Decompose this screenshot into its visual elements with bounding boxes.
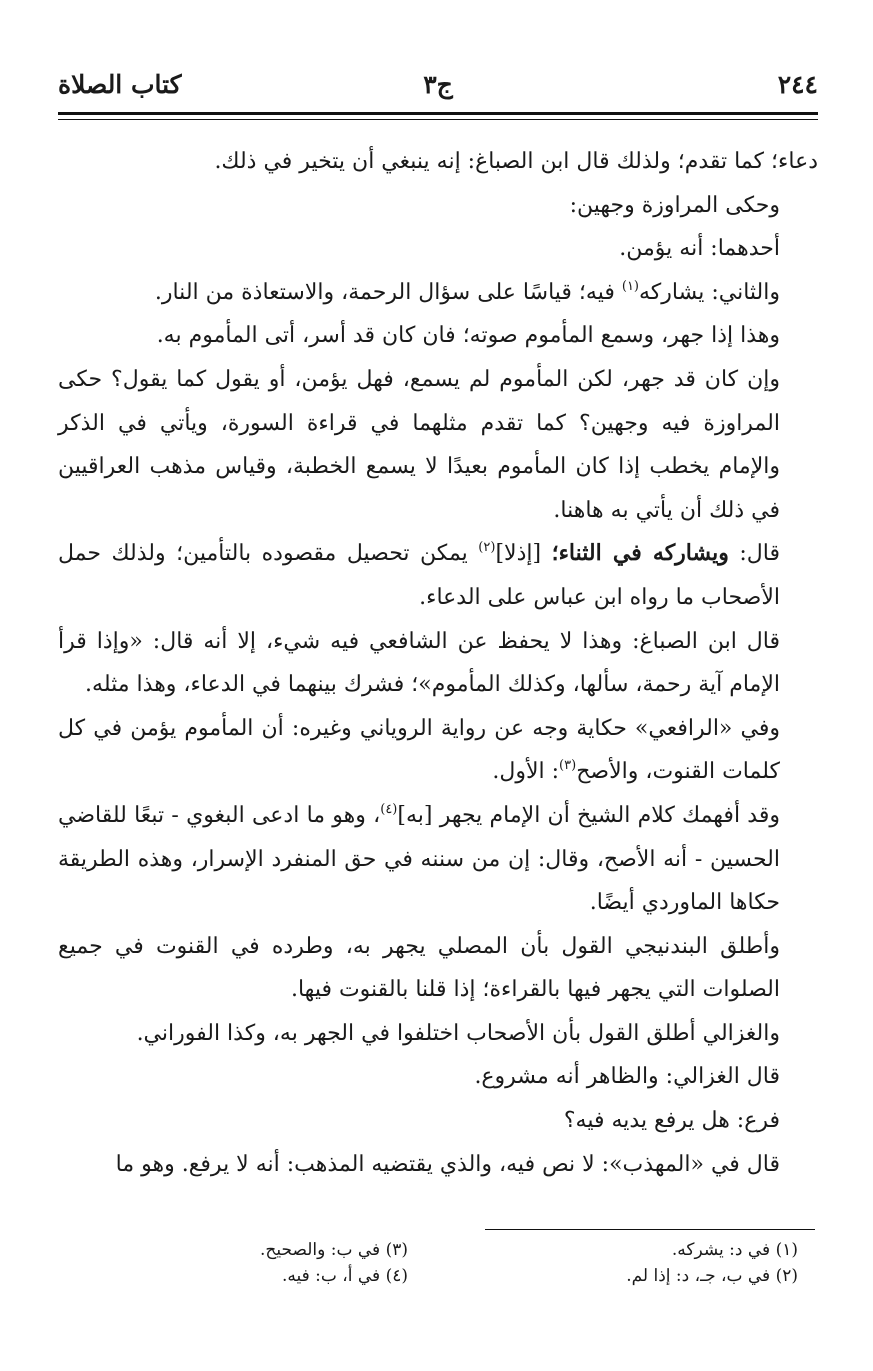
paragraph — [58, 271, 818, 315]
page-number: ٢٤٤ — [777, 70, 818, 99]
paragraph: وأطلق البندنيجي القول بأن المصلي يجهر به، وطرده في القنوت في جميع الصلوات التي يجهر فيها بالقراءة؛ إذا قلنا بالقنوت فيها. — [58, 933, 780, 1003]
text-run: قال: — [728, 541, 781, 567]
footnote-ref-4: (٤) — [380, 801, 398, 817]
footnotes — [58, 1238, 798, 1288]
paragraph: وإن كان قد جهر، لكن المأموم لم يسمع، فهل يؤمن، أو يقول كما يقول؟ حكى المراوزة فيه وجهين؟ كما تقدم مثلهما في قراءة السورة، ويأتي في الذكر والإمام يخطب إذا كان المأموم بعيدًا لا يسمع الخطبة، وقياس مذهب العراقيين في ذلك أن يأتي به هاهنا. — [58, 366, 780, 523]
text-run: ، وهو ما ادعى البغوي - تبعًا للقاضي الحسين - أنه الأصح، وقال: إن من سننه في حق المنفرد الإسرار، وهذه الطريقة حكاها الماوردي أيضًا. — [58, 802, 780, 916]
footnote-ref-1: (١) — [621, 278, 639, 294]
paragraph — [58, 532, 818, 619]
footnote-1: (١) في د: يشركه. — [671, 1240, 798, 1260]
header-rule — [58, 112, 818, 115]
text-run: [إذلا] — [495, 541, 552, 567]
paragraph: والغزالي أطلق القول بأن الأصحاب اختلفوا في الجهر به، وكذا الفوراني. — [136, 1020, 780, 1046]
paragraph-continuation: دعاء؛ كما تقدم؛ ولذلك قال ابن الصباغ: إنه ينبغي أن يتخير في ذلك. — [214, 149, 818, 174]
paragraph: قال في «المهذب»: لا نص فيه، والذي يقتضيه المذهب: أنه لا يرفع. وهو ما — [115, 1151, 780, 1177]
paragraph: قال الغزالي: والظاهر أنه مشروع. — [474, 1064, 780, 1090]
text-run: : الأول. — [492, 759, 560, 785]
footnote-ref-2: (٢) — [478, 540, 496, 556]
text-run: وفي «الرافعي» حكاية وجه عن رواية الروياني وغيره: أن المأموم يؤمن في كل كلمات القنوت، والأصح — [58, 715, 780, 785]
footnote-4: (٤) في أ، ب: فيه. — [281, 1266, 408, 1286]
subsection-heading: فرع: هل يرفع يديه فيه؟ — [563, 1108, 780, 1134]
footnote-2: (٢) في ب، جـ، د: إذا لم. — [626, 1266, 798, 1286]
header-rule-thin — [58, 119, 818, 120]
running-header — [58, 70, 818, 110]
text-run: وقد أفهمك كلام الشيخ أن الإمام يجهر [به] — [397, 802, 780, 828]
paragraph: وحكى المراوزة وجهين: — [569, 192, 780, 218]
volume-label: ج٣ — [423, 70, 453, 99]
footnote-separator — [485, 1229, 815, 1230]
main-text — [58, 140, 818, 1186]
paragraph — [58, 794, 818, 925]
footnote-3: (٣) في ب: والصحيح. — [260, 1240, 408, 1260]
text-run: فيه؛ قياسًا على سؤال الرحمة، والاستعاذة من النار. — [154, 279, 622, 305]
paragraph: قال ابن الصباغ: وهذا لا يحفظ عن الشافعي فيه شيء، إلا أنه قال: «وإذا قرأ الإمام آية رحمة، سألها، وكذلك المأموم»؛ فشرك بينهما في الدعاء، وهذا مثله. — [58, 628, 780, 698]
paragraph: أحدهما: أنه يؤمن. — [619, 236, 780, 262]
text-run: يمكن تحصيل مقصوده بالتأمين؛ ولذلك حمل الأصحاب ما رواه ابن عباس على الدعاء. — [58, 541, 780, 610]
quoted-matn: ويشاركه في الثناء؛ — [551, 540, 729, 567]
book-title: كتاب الصلاة — [58, 70, 182, 99]
text-run: والثاني: يشاركه — [639, 279, 780, 305]
footnote-ref-3: (٣) — [559, 758, 577, 774]
paragraph: وهذا إذا جهر، وسمع المأموم صوته؛ فان كان قد أسر، أتى المأموم به. — [156, 323, 780, 349]
paragraph — [58, 707, 818, 794]
